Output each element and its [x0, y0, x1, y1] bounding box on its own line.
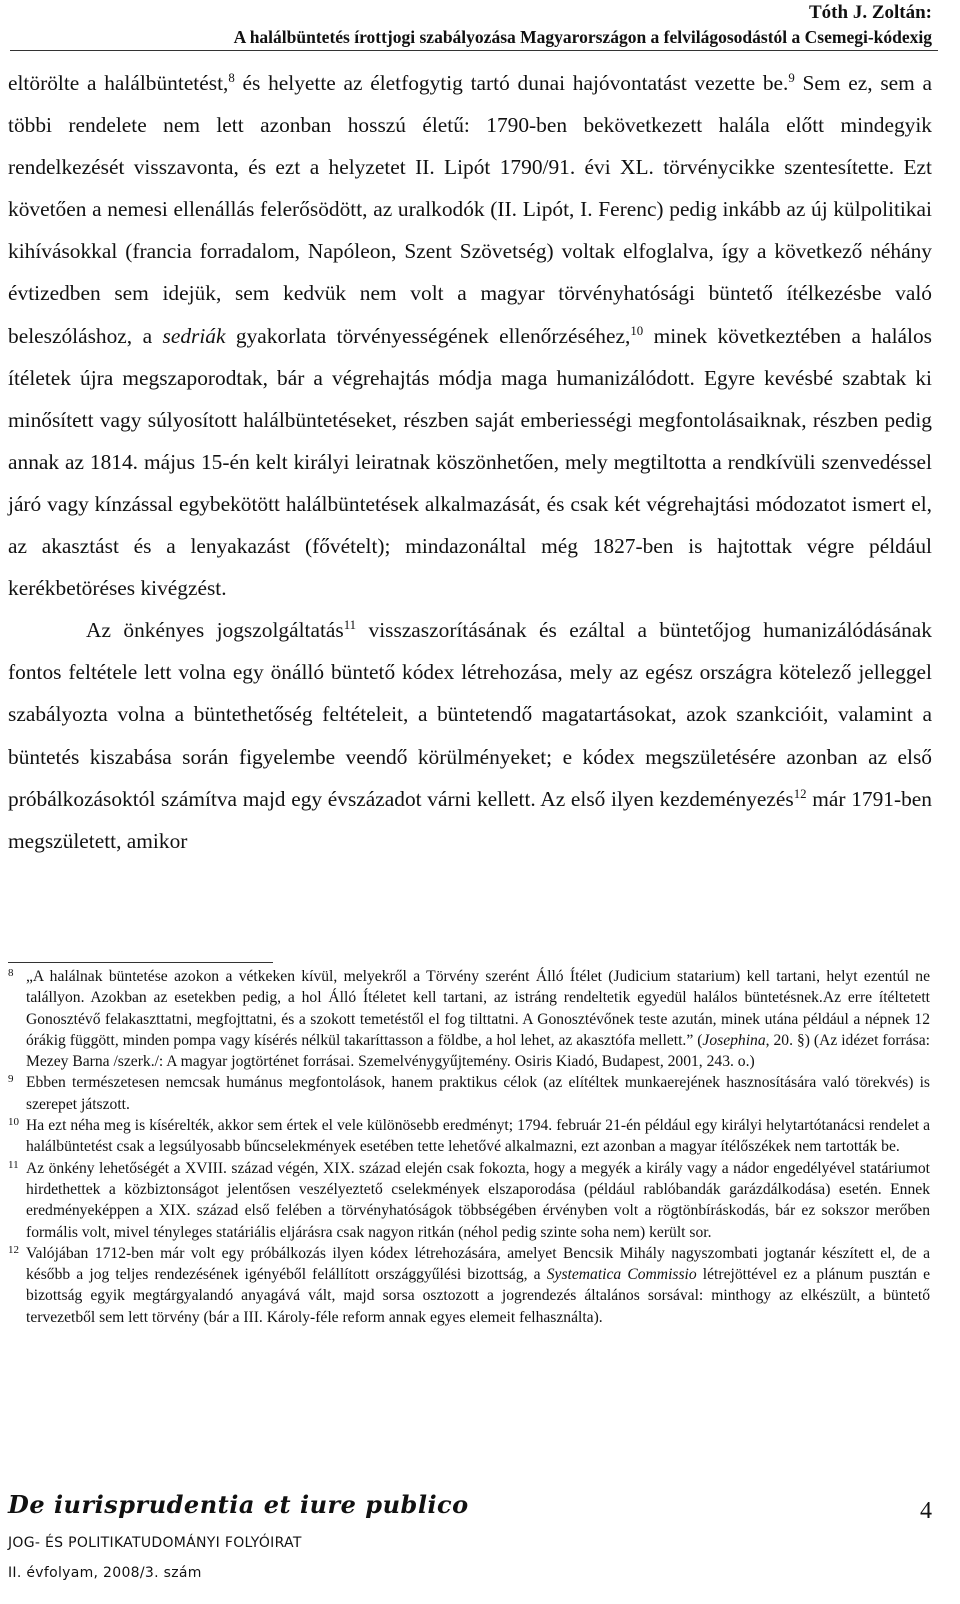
text-run: visszaszorításának és ezáltal a büntetőjog humanizálódásának fontos feltétele lett volna egy önálló büntető kódex létrehozása, mely az egész országra kötelező jelleggel szabályozta volna a büntethetőség feltételeit, a büntetendő magatartásokat, azok szankcióit, valamint a büntetés kiszabása során figyelembe veendő körülményeket; e kódex megszületésére azonban az első próbálkozásoktól számítva majd egy évszázadot várni kellett. Az első ilyen kezdeményezés [8, 618, 932, 811]
footnotes [8, 966, 930, 1328]
text-run: Valójában 1712-ben már volt egy próbálkozás ilyen kódex létrehozására, amelyet Bencsik Mihály nagyszombati jogtanár készített el, de a később a jog teljes rendezésének igényéből felállított országgyűlési bizottság, a [26, 1244, 930, 1284]
page-header [234, 0, 932, 50]
text-run: Az önkényes jogszolgáltatás [86, 618, 344, 643]
footnote-rule [8, 962, 273, 963]
main-text [8, 62, 932, 862]
header-rule [10, 50, 938, 51]
journal-title-logo: De iurisprudentia et iure publico [8, 1490, 469, 1519]
text-run: Sem ez, sem a többi rendelete nem lett azonban hosszú életű: 1790-ben bekövetkezett halála előtt mindegyik rendelkezését visszavonta, és ezt a helyzetet II. Lipót 1790/91. évi XL. törvénycikke szentesítette. Ezt követően a nemesi ellenállás felerősödött, az uralkodók (II. Lipót, I. Ferenc) pedig inkább az új külpolitikai kihívásokkal (francia forradalom, Napóleon, Szent Szövetség) voltak elfoglalva, így a következő néhány évtizedben sem idejük, sem kedvük nem volt a magyar törvényhatósági büntető ítélkezésbe való beleszóláshoz, a [8, 71, 932, 348]
footnote-number: 11 [8, 1158, 19, 1171]
header-title: A halálbüntetés írottjogi szabályozása Magyarországon a felvilágosodástól a Csemegi-kódexig [233, 27, 932, 47]
text-run: és helyette az életfogytig tartó dunai hajóvontatást vezette be. [234, 71, 789, 95]
footnote-ref-9[interactable]: 9 [788, 70, 795, 85]
footnote-ref-10[interactable]: 10 [630, 323, 644, 338]
page-footer [8, 1490, 932, 1581]
italic-term: sedriák [162, 323, 226, 348]
footnote-number: 9 [8, 1073, 14, 1086]
journal-volume: II. évfolyam, 2008/3. szám [8, 1565, 202, 1581]
footnote-ref-8[interactable]: 8 [228, 70, 235, 85]
footnote-8 [8, 966, 930, 1072]
footnote-text [26, 966, 930, 1072]
footnote-text: Ha ezt néha meg is kísérelték, akkor sem értek el vele különösebb eredményt; 1794. február 21-én például egy királyi helytartótanácsi rendelet a halálbüntetést csak a legsúlyosabb bűncselekmények esetében tette lehetővé alkalmazni, ezt azonban a magyar ítélőszékek nem tartották be. [26, 1117, 930, 1156]
italic-term: Josephina [702, 1031, 766, 1049]
text-run: „A halálnak büntetése azokon a vétkeken kívül, melyekről a Törvény szerént Álló Ítélet (Judicium statarium) kell tartani, helyt ezentúl ne talállyon. Azokban az esetekben pedig, a hol Álló Ítéletet kell tartani, az istráng rendeltetik egyedül halálos büntetésnek.Az erre ítéltetett Gonosztévő felakaszttatni, megfojttatni, és a szokott temetéstől el fog tilttatni. A Gonosztévőnek teste azután, minek utána például a népnek 12 órákig függött, minden pompa vagy kísérés nélkül takaríttasson a földbe, a hol lehet, az akasztófa mellett.” ( [26, 968, 930, 1049]
footnote-ref-11[interactable]: 11 [343, 618, 357, 633]
footnote-text [26, 1243, 930, 1328]
footnote-text: Az önkény lehetőségét a XVIII. század végén, XIX. század elején csak fokozta, hogy a megyék a király vagy a nádor engedélyével statáriumot hirdethettek a közbiztonságot jelentősen veszélyeztető cselekmények elszaporodása (például rablóbandák garázdálkodása) esetén. Ennek eredményeképpen a XIX. század első felében a törvényhatóságok többségében érvényben volt a rögtönbíráskodás, bár ez sokszor merőben formális volt, mivel tényleges statáriális eljárásra csak nagyon ritkán (néhol pedig szinte soha nem) került sor. [26, 1159, 930, 1241]
text-run: gyakorlata törvényességének ellenőrzéséhez, [225, 323, 631, 348]
footnote-number: 10 [8, 1116, 19, 1129]
footnote-text: Ebben természetesen nemcsak humánus megfontolások, hanem praktikus célok (az elítéltek munkaerejének hasznosítására való törekvés) is szerepet játszott. [26, 1074, 930, 1113]
footnote-number: 12 [8, 1243, 19, 1256]
footnote-number: 8 [8, 967, 14, 979]
footnote-ref-12[interactable]: 12 [793, 786, 807, 801]
footnote-10 [8, 1115, 930, 1158]
page-number: 4 [920, 1498, 932, 1524]
paragraph-1 [8, 62, 932, 609]
text-run: minek következtében a halálos ítéletek újra megszaporodtak, bár a végrehajtás módja maga humanizálódott. Egyre kevésbé szabtak ki minősített vagy súlyosított halálbüntetéseket, részben saját emberiességi megfontolásaiknak, részben pedig annak az 1814. május 15-én kelt királyi leiratnak köszönhetően, mely megtiltotta a rendkívüli szenvedéssel járó vagy kínzással egybekötött halálbüntetések alkalmazását, és csak két végrehajtási módozatot ismert el, az akasztást és a lenyakazást (fővételt); mindazonáltal még 1827-ben is hajtottak végre például kerékbetöréses kivégzést. [8, 323, 932, 601]
paragraph-2 [8, 609, 932, 862]
footnote-12 [8, 1243, 930, 1328]
text-run: már 1791-ben megszületett, amikor [8, 786, 932, 853]
text-run: létrejöttével ez a plánum pusztán e bizottság egyik megtárgyalandó anyagává vált, majd sorsa osztozott a jogrendezés általános sorsával: minthogy az elkészült, a büntető tervezetből sem lett törvény (bár a III. Károly-féle reform annak egyes elemeit felhasználta). [26, 1266, 931, 1326]
text-run: , 20. §) (Az idézet forrása: Mezey Barna /szerk./: A magyar jogtörténet forrásai. Szemelvénygyűjtemény. Osiris Kiadó, Budapest, 2001, 243. o.) [26, 1031, 931, 1071]
footnote-11 [8, 1158, 930, 1243]
text-run: eltörölte a halálbüntetést, [8, 71, 229, 95]
italic-term: Systematica Commissio [546, 1266, 697, 1284]
header-author: Tóth J. Zoltán: [809, 2, 932, 23]
journal-name: JOG- ÉS POLITIKATUDOMÁNYI FOLYÓIRAT [8, 1535, 302, 1551]
footnote-9 [8, 1072, 930, 1115]
